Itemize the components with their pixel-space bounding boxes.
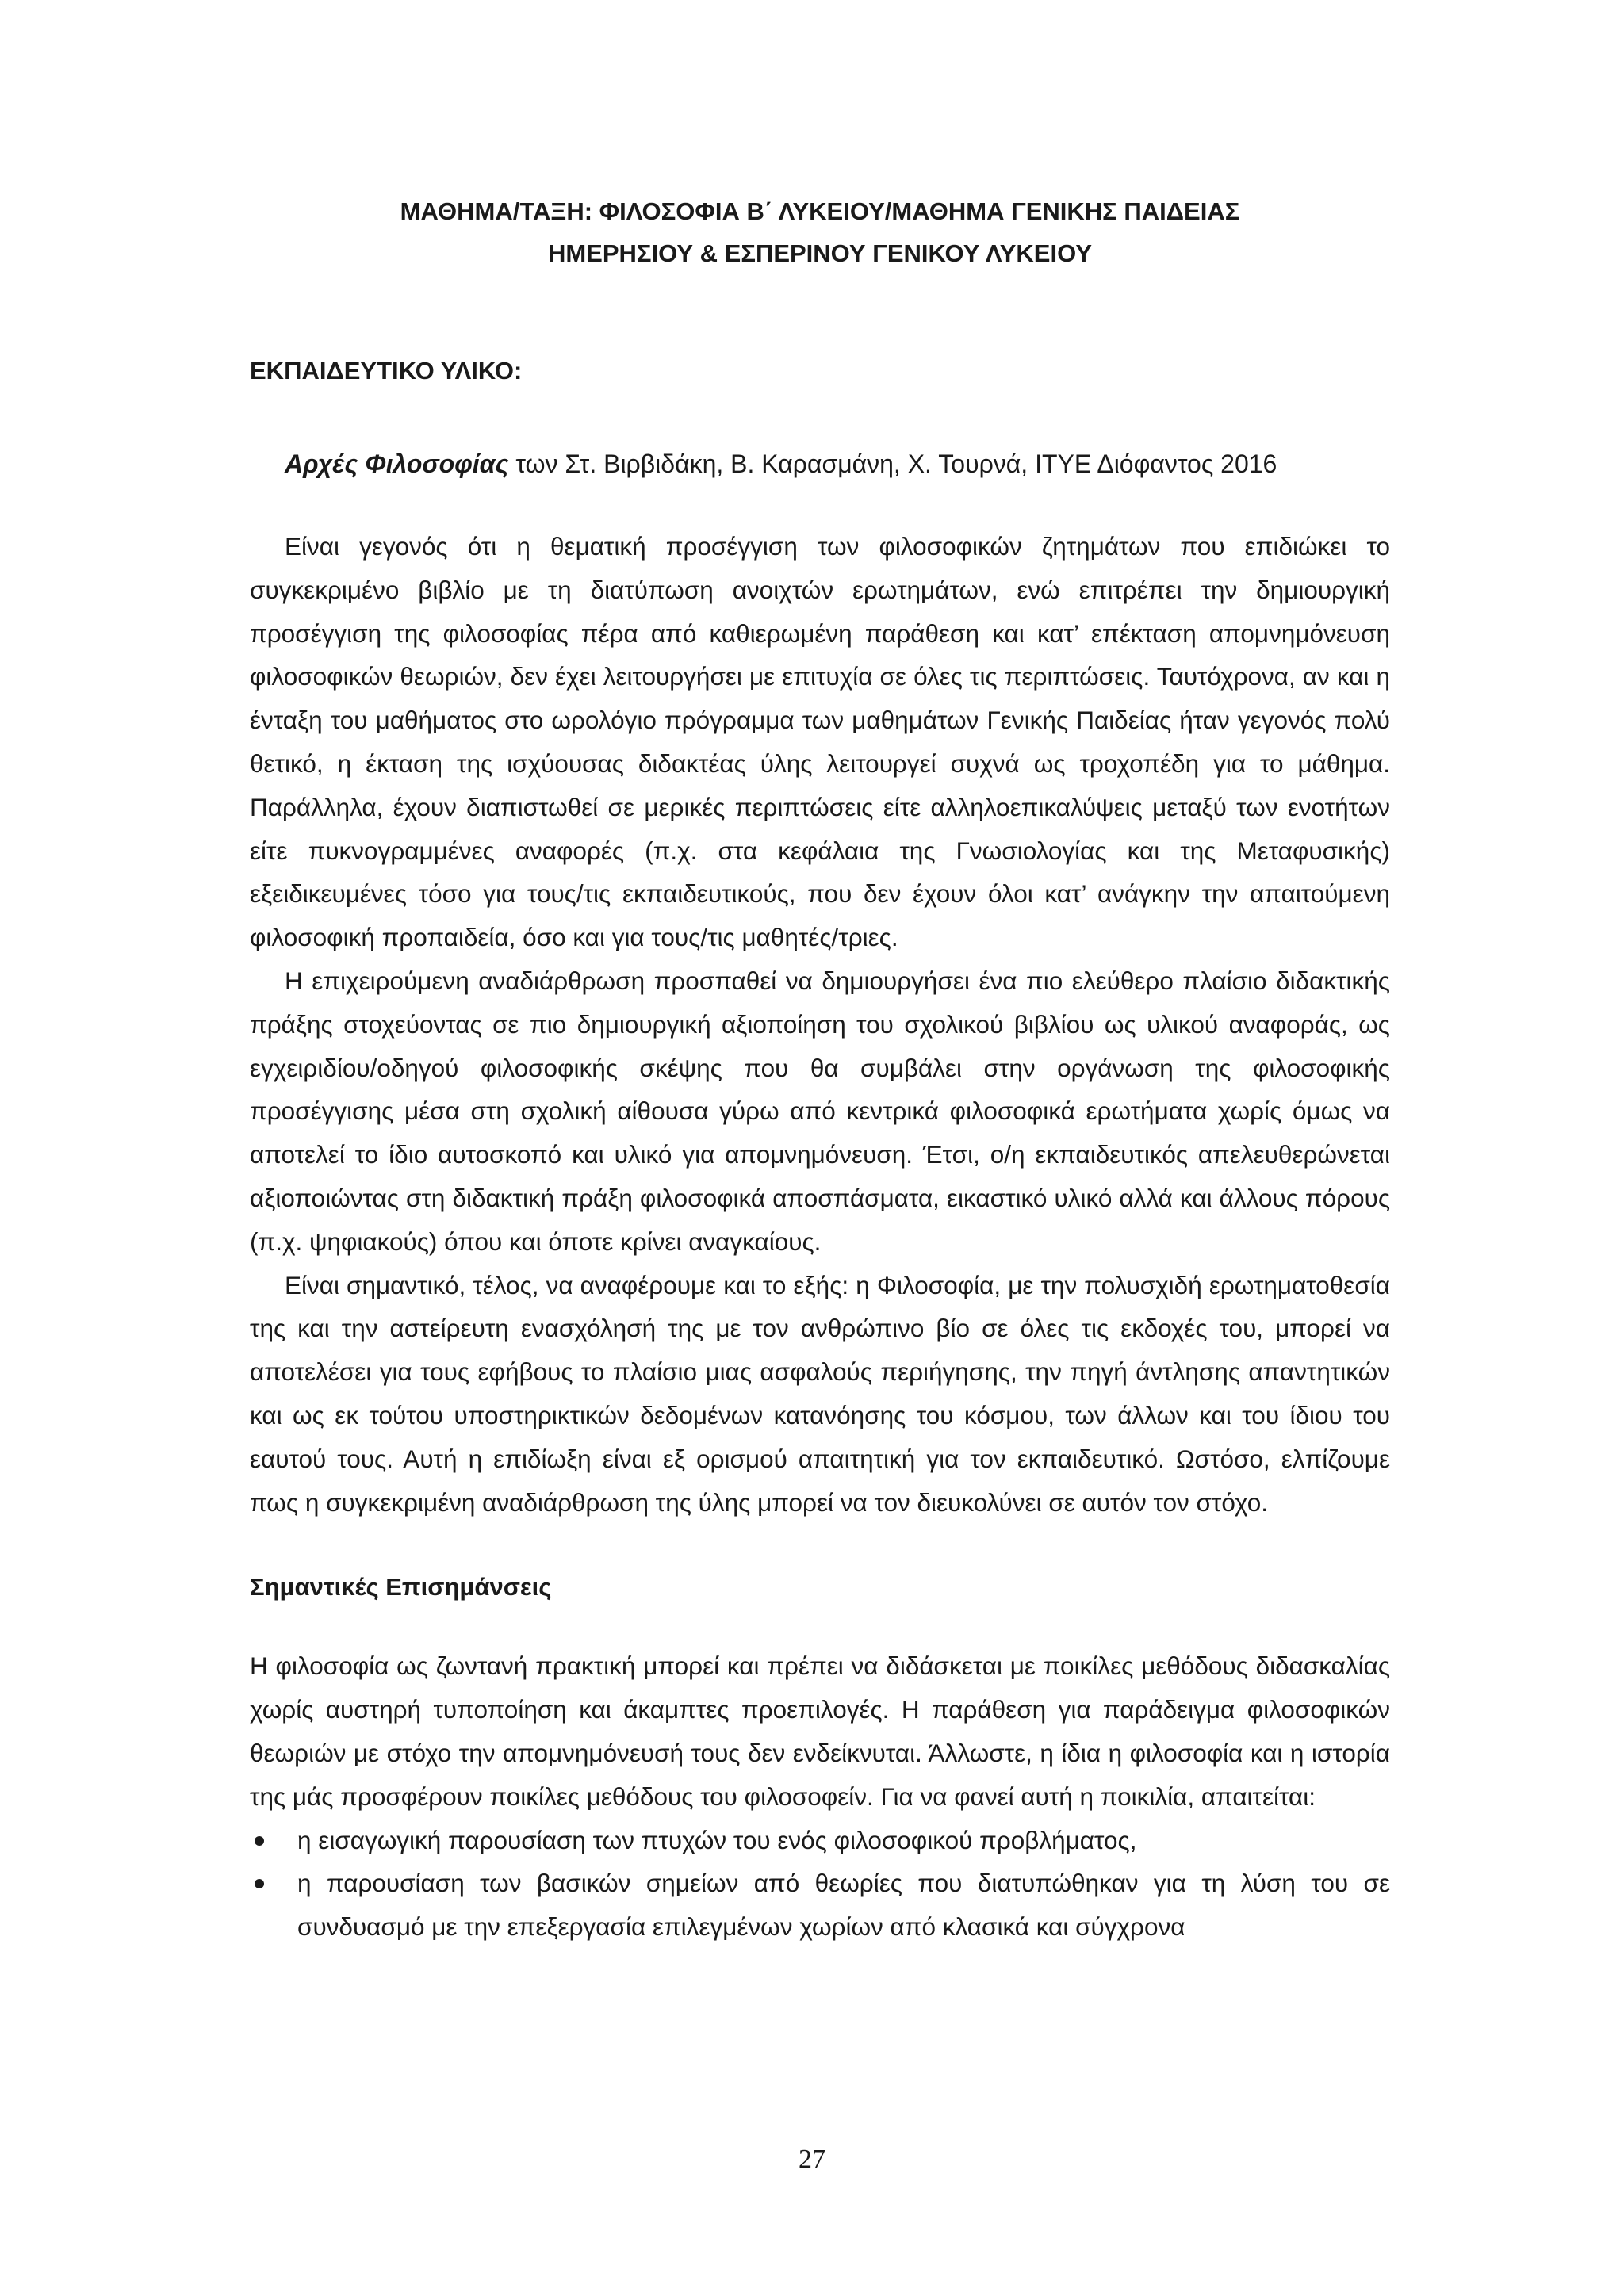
bullet-icon	[255, 1879, 264, 1888]
important-notes-heading: Σημαντικές Επισημάνσεις	[250, 1573, 552, 1601]
page-content	[250, 190, 1390, 1949]
important-notes-intro: Η φιλοσοφία ως ζωντανή πρακτική μπορεί και πρέπει να διδάσκεται με ποικίλες μεθόδους διδασκαλίας χωρίς αυστηρή τυποποίηση και άκαμπτες προεπιλογές. Η παράθεση για παράδειγμα φιλοσοφικών θεωριών με στόχο την απομνημόνευσή τους δεν ενδείκνυται. Άλλωστε, η ίδια η φιλοσοφία και η ιστορία της μάς προσφέρουν ποικίλες μεθόδους του φιλοσοφείν. Για να φανεί αυτή η ποικιλία, απαιτείται:	[250, 1651, 1390, 1811]
list-item	[250, 1819, 1390, 1862]
book-details: των Στ. Βιρβιδάκη, Β. Καρασμάνη, Χ. Τουρνά, ΙΤΥΕ Διόφαντος 2016	[508, 450, 1277, 478]
list-item	[250, 1862, 1390, 1949]
book-reference	[250, 448, 1390, 480]
paragraph-2: Η επιχειρούμενη αναδιάρθρωση προσπαθεί να δημιουργήσει ένα πιο ελεύθερο πλαίσιο διδακτικής πράξης στοχεύοντας σε πιο δημιουργική αξιοποίηση του σχολικού βιβλίου ως υλικού αναφοράς, ως εγχειριδίου/οδηγού φιλοσοφικής σκέψης που θα συμβάλει στην οργάνωση της φιλοσοφικής προσέγγισης μέσα στη σχολική αίθουσα γύρω από κεντρικά φιλοσοφικά ερωτήματα χωρίς όμως να αποτελεί το ίδιο αυτοσκοπό και υλικό για απομνημόνευση. Έτσι, ο/η εκπαιδευτικός απελευθερώνεται αξιοποιώντας στη διδακτική πράξη φιλοσοφικά αποσπάσματα, εικαστικό υλικό αλλά και άλλους πόρους (π.χ. ψηφιακούς) όπου και όποτε κρίνει αναγκαίους.	[250, 966, 1390, 1256]
paragraph-3: Είναι σημαντικό, τέλος, να αναφέρουμε και το εξής: η Φιλοσοφία, με την πολυσχιδή ερωτηματοθεσία της και την αστείρευτη ενασχόλησή της με τον ανθρώπινο βίο σε όλες τις εκδοχές του, μπορεί να αποτελέσει για τους εφήβους το πλαίσιο μιας ασφαλούς περιήγησης, την πηγή άντλησης απαντητικών και ως εκ τούτου υποστηρικτικών δεδομένων κατανόησης του κόσμου, των άλλων και του ίδιου του εαυτού τους. Αυτή η επιδίωξη είναι εξ ορισμού απαιτητική για τον εκπαιδευτικό. Ωστόσο, ελπίζουμε πως η συγκεκριμένη αναδιάρθρωση της ύλης μπορεί να τον διευκολύνει σε αυτόν τον στόχο.	[250, 1270, 1390, 1517]
page-title-line-1: ΜΑΘΗΜΑ/ΤΑΞΗ: ΦΙΛΟΣΟΦΙΑ Β΄ ΛΥΚΕΙΟΥ/ΜΑΘΗΜΑ ΓΕΝΙΚΗΣ ΠΑΙΔΕΙΑΣ	[400, 197, 1240, 225]
page-number: 27	[799, 2145, 825, 2174]
book-title: Αρχές Φιλοσοφίας	[285, 450, 509, 478]
list-item-text: η εισαγωγική παρουσίαση των πτυχών του ενός φιλοσοφικού προβλήματος,	[297, 1825, 1137, 1854]
requirements-list	[250, 1819, 1390, 1949]
list-item-text: η παρουσίαση των βασικών σημείων από θεωρίες που διατυπώθηκαν για τη λύση του σε συνδυασμό με την επεξεργασία επιλεγμένων χωρίων από κλασικά και σύγχρονα	[297, 1869, 1390, 1942]
educational-material-label: ΕΚΠΑΙΔΕΥΤΙΚΟ ΥΛΙΚΟ:	[250, 357, 523, 385]
paragraph-1: Είναι γεγονός ότι η θεματική προσέγγιση των φιλοσοφικών ζητημάτων που επιδιώκει το συγκεκριμένο βιβλίο με τη διατύπωση ανοιχτών ερωτημάτων, ενώ επιτρέπει την δημιουργική προσέγγιση της φιλοσοφίας πέρα από καθιερωμένη παράθεση και κατ’ επέκταση απομνημόνευση φιλοσοφικών θεωριών, δεν έχει λειτουργήσει με επιτυχία σε όλες τις περιπτώσεις. Ταυτόχρονα, αν και η ένταξη του μαθήματος στο ωρολόγιο πρόγραμμα των μαθημάτων Γενικής Παιδείας ήταν γεγονός πολύ θετικό, η έκταση της ισχύουσας διδακτέας ύλης λειτουργεί συχνά ως τροχοπέδη για το μάθημα. Παράλληλα, έχουν διαπιστωθεί σε μερικές περιπτώσεις είτε αλληλοεπικαλύψεις μεταξύ των ενοτήτων είτε πυκνογραμμένες αναφορές (π.χ. στα κεφάλαια της Γνωσιολογίας και της Μεταφυσικής) εξειδικευμένες τόσο για τους/τις εκπαιδευτικούς, που δεν έχουν όλοι κατ’ ανάγκην την απαιτούμενη φιλοσοφική προπαιδεία, όσο και για τους/τις μαθητές/τριες.	[250, 532, 1390, 952]
bullet-icon	[255, 1836, 264, 1846]
page-title-line-2: ΗΜΕΡΗΣΙΟΥ & ΕΣΠΕΡΙΝΟΥ ΓΕΝΙΚΟΥ ΛΥΚΕΙΟΥ	[547, 239, 1093, 267]
